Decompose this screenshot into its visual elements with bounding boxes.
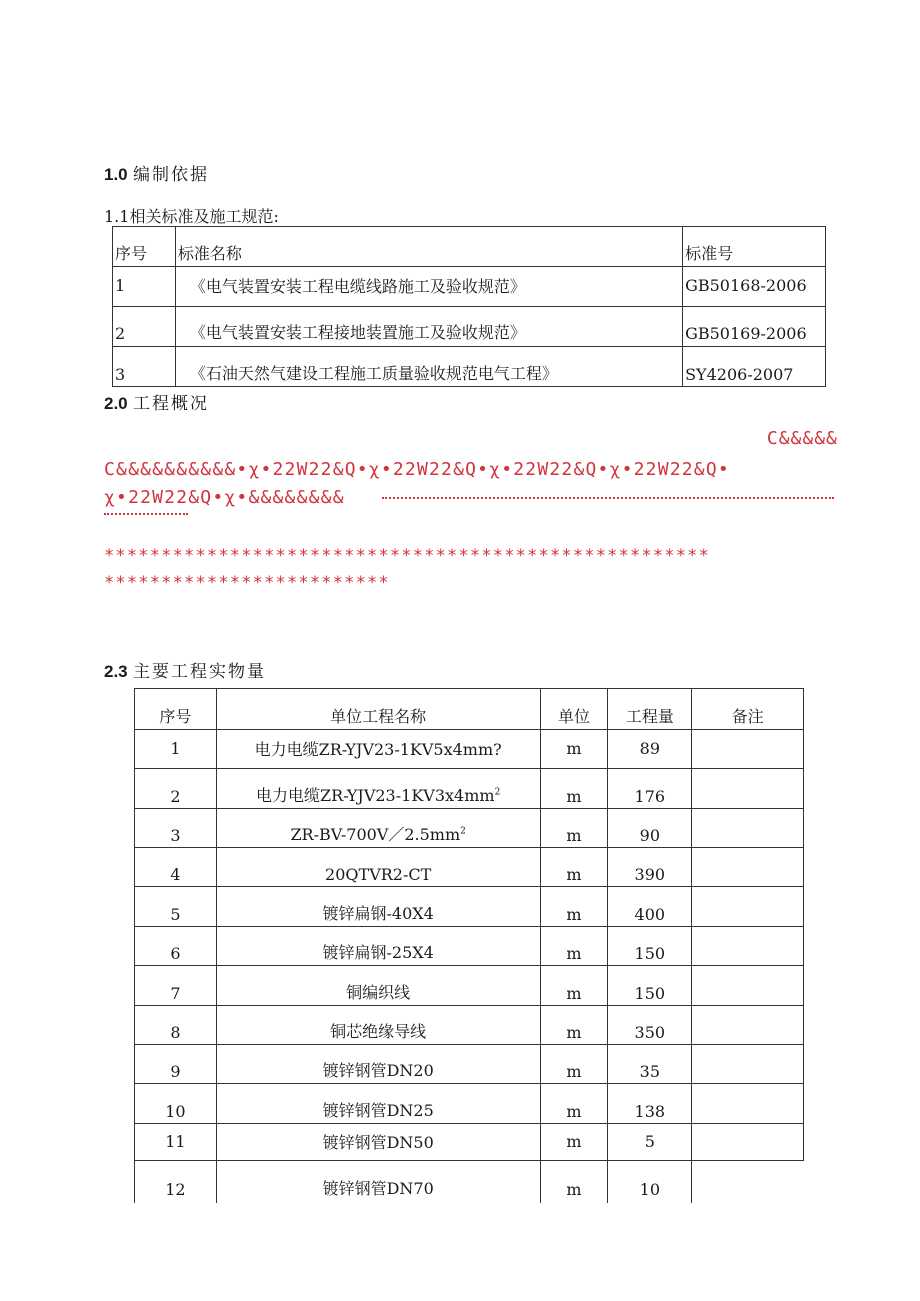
section-2-title: 工程概况 (133, 394, 210, 414)
star-line: ************************* (104, 573, 390, 593)
section-1-title: 编制依据 (133, 165, 210, 185)
table-row (135, 1006, 804, 1045)
table-row (135, 730, 804, 769)
item-name (216, 1161, 540, 1203)
row-number: 7 (135, 966, 217, 1006)
item-unit: m (540, 927, 608, 966)
item-name-text: 镀锌钢管DN20 (322, 1061, 434, 1080)
garbled-text-line: χ•22W22&Q•χ•&&&&&&&& (104, 487, 345, 508)
item-name-text: 铜芯绝缘导线 (330, 1022, 427, 1041)
item-note (692, 848, 804, 887)
item-name-text: 铜编织线 (346, 983, 411, 1002)
item-note (692, 966, 804, 1006)
item-quantity: 390 (608, 848, 692, 887)
standard-name: 《电气装置安装工程电缆线路施工及验收规范》 (175, 267, 682, 307)
item-unit: m (540, 1006, 608, 1045)
item-name (216, 848, 540, 887)
table-row (135, 1161, 804, 1203)
row-number: 9 (135, 1045, 217, 1084)
row-number: 1 (113, 267, 176, 307)
row-number: 3 (113, 347, 176, 387)
item-note (692, 1161, 804, 1203)
standard-name: 《电气装置安装工程接地装置施工及验收规范》 (175, 307, 682, 347)
garbled-text-line: C&&&&& (104, 428, 862, 449)
item-quantity: 350 (608, 1006, 692, 1045)
table-row (135, 1084, 804, 1124)
item-unit: m (540, 848, 608, 887)
item-quantity: 35 (608, 1045, 692, 1084)
table-row (135, 927, 804, 966)
item-name (216, 809, 540, 848)
garbled-dotted-fill (104, 513, 188, 515)
section-3-number: 2.3 (104, 662, 128, 681)
star-line: ***************************************************** (104, 546, 711, 566)
item-unit: m (540, 769, 608, 809)
table-row (113, 267, 826, 307)
header-cell: 单位工程名称 (216, 689, 540, 730)
table-header-row (135, 689, 804, 730)
garbled-dotted-fill (382, 497, 834, 499)
item-note (692, 809, 804, 848)
row-number: 11 (135, 1124, 217, 1161)
item-name (216, 927, 540, 966)
header-cell: 工程量 (608, 689, 692, 730)
item-name-text: ZR-BV-700V／2.5mm (290, 825, 461, 844)
item-name-text: 镀锌钢管DN70 (322, 1178, 434, 1198)
item-quantity: 138 (608, 1084, 692, 1124)
superscript: 2 (494, 787, 501, 798)
row-number: 3 (135, 809, 217, 848)
standards-subheading: 1.1相关标准及施工规范: (104, 207, 279, 226)
item-name (216, 769, 540, 809)
item-name-text: 镀锌扁钢-40X4 (322, 904, 434, 923)
row-number: 10 (135, 1084, 217, 1124)
item-note (692, 927, 804, 966)
item-name (216, 1045, 540, 1084)
item-name (216, 887, 540, 927)
item-name-text: 镀锌扁钢-25X4 (322, 943, 434, 962)
item-unit: m (540, 1124, 608, 1161)
item-note (692, 730, 804, 769)
row-number: 5 (135, 887, 217, 927)
header-cell: 序号 (113, 227, 176, 267)
item-quantity: 150 (608, 966, 692, 1006)
row-number: 2 (113, 307, 176, 347)
standard-code: GB50168-2006 (683, 267, 826, 307)
item-note (692, 887, 804, 927)
item-quantity: 5 (608, 1124, 692, 1161)
item-name (216, 1006, 540, 1045)
row-number: 1 (135, 730, 217, 769)
item-name-text: 镀锌钢管DN50 (322, 1132, 434, 1152)
header-cell: 标准名称 (175, 227, 682, 267)
header-cell: 标准号 (683, 227, 826, 267)
item-note (692, 1084, 804, 1124)
item-name-text: 20QTVR2-CT (325, 865, 432, 884)
item-unit: m (540, 966, 608, 1006)
section-1-heading (104, 160, 209, 185)
row-number: 2 (135, 769, 217, 809)
item-name (216, 1084, 540, 1124)
item-unit: m (540, 809, 608, 848)
row-number: 4 (135, 848, 217, 887)
item-name-text: 镀锌钢管DN25 (322, 1101, 434, 1120)
table-row (135, 809, 804, 848)
section-3-title: 主要工程实物量 (133, 662, 267, 682)
quantities-table (134, 688, 804, 1203)
table-row (135, 966, 804, 1006)
section-2-heading (104, 389, 209, 414)
item-unit: m (540, 730, 608, 769)
item-note (692, 1124, 804, 1161)
standard-name: 《石油天然气建设工程施工质量验收规范电气工程》 (175, 347, 682, 387)
header-cell: 备注 (692, 689, 804, 730)
garbled-text-line: C&&&&&&&&&&•χ•22W22&Q•χ•22W22&Q•χ•22W22&Q•χ•22W22&Q• (104, 459, 730, 480)
standard-code: SY4206-2007 (683, 347, 826, 387)
table-row (135, 848, 804, 887)
item-quantity: 176 (608, 769, 692, 809)
superscript: 2 (460, 826, 466, 837)
table-row (135, 1045, 804, 1084)
table-row (113, 307, 826, 347)
item-name (216, 1124, 540, 1161)
item-name (216, 966, 540, 1006)
section-2-number: 2.0 (104, 394, 128, 413)
row-number: 12 (135, 1161, 217, 1203)
item-note (692, 1045, 804, 1084)
row-number: 6 (135, 927, 217, 966)
item-unit: m (540, 1161, 608, 1203)
item-note (692, 1006, 804, 1045)
header-cell: 序号 (135, 689, 217, 730)
standards-table (112, 226, 826, 387)
section-1-number: 1.0 (104, 165, 128, 184)
section-3-heading (104, 657, 266, 682)
item-quantity: 90 (608, 809, 692, 848)
item-unit: m (540, 1084, 608, 1124)
table-row (135, 1124, 804, 1161)
item-quantity: 400 (608, 887, 692, 927)
item-name (216, 730, 540, 769)
item-quantity: 89 (608, 730, 692, 769)
table-header-row (113, 227, 826, 267)
item-note (692, 769, 804, 809)
item-unit: m (540, 1045, 608, 1084)
item-unit: m (540, 887, 608, 927)
item-quantity: 150 (608, 927, 692, 966)
item-name-text: 电力电缆ZR-YJV23-1KV5x4mm? (254, 739, 502, 759)
standard-code: GB50169-2006 (683, 307, 826, 347)
header-cell: 单位 (540, 689, 608, 730)
table-row (113, 347, 826, 387)
item-quantity: 10 (608, 1161, 692, 1203)
item-name-text: 电力电缆ZR-YJV23-1KV3x4mm (256, 786, 495, 805)
table-row (135, 887, 804, 927)
row-number: 8 (135, 1006, 217, 1045)
table-row (135, 769, 804, 809)
